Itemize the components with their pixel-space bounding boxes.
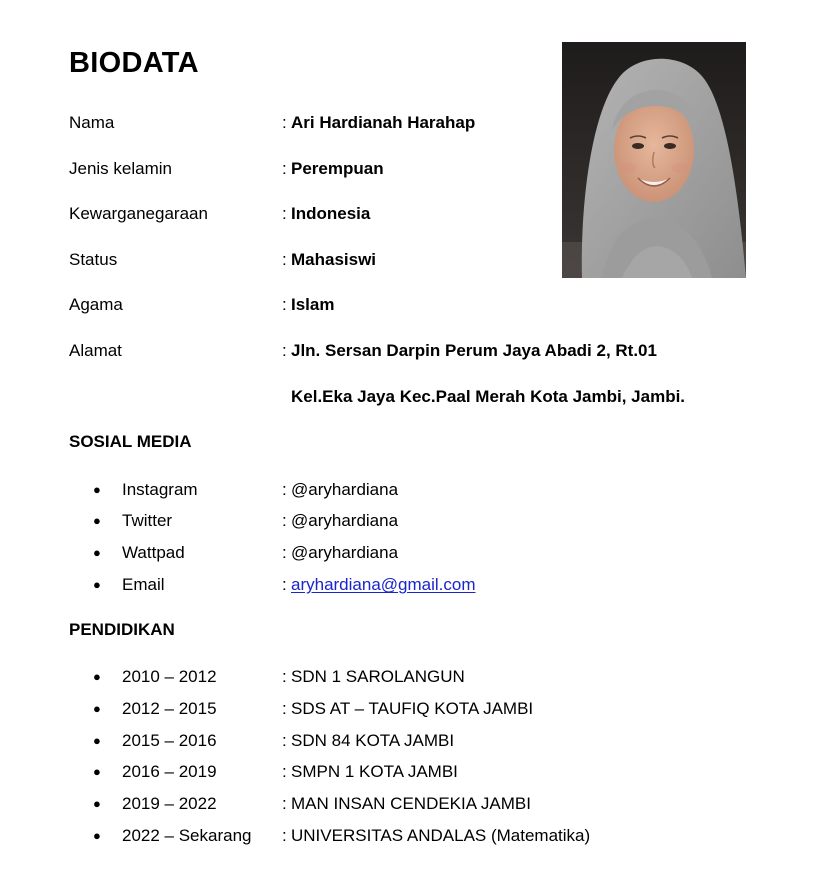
value-alamat-line1: Jln. Sersan Darpin Perum Jaya Abadi 2, Rt.01 — [291, 341, 657, 360]
colon: : — [282, 113, 287, 132]
social-label: Wattpad — [122, 543, 185, 562]
education-period: 2010 – 2012 — [122, 667, 217, 686]
profile-photo-woman-grey-hijab — [562, 42, 746, 278]
education-period: 2016 – 2019 — [122, 762, 217, 781]
education-period: 2019 – 2022 — [122, 794, 217, 813]
label-agama: Agama — [69, 295, 123, 314]
colon: : — [282, 543, 287, 562]
colon: : — [282, 699, 287, 718]
education-period: 2022 – Sekarang — [122, 826, 252, 845]
colon: : — [282, 826, 287, 845]
bullet-icon: ● — [93, 669, 101, 684]
bullet-icon: ● — [93, 545, 101, 560]
label-alamat: Alamat — [69, 341, 122, 360]
colon: : — [282, 575, 287, 594]
education-school: MAN INSAN CENDEKIA JAMBI — [291, 794, 531, 813]
document-title: BIODATA — [69, 47, 199, 79]
bullet-icon: ● — [93, 482, 101, 497]
colon: : — [282, 762, 287, 781]
value-nama: Ari Hardianah Harahap — [291, 113, 476, 132]
value-agama: Islam — [291, 295, 335, 314]
label-nama: Nama — [69, 113, 115, 132]
bullet-icon: ● — [93, 733, 101, 748]
social-value: @aryhardiana — [291, 511, 399, 530]
email-link[interactable]: aryhardiana@gmail.com — [291, 575, 476, 594]
education-school: SMPN 1 KOTA JAMBI — [291, 762, 458, 781]
education-school: SDS AT – TAUFIQ KOTA JAMBI — [291, 699, 534, 718]
value-kewarganegaraan: Indonesia — [291, 204, 371, 223]
bullet-icon: ● — [93, 796, 101, 811]
label-jenis-kelamin: Jenis kelamin — [69, 159, 172, 178]
bullet-icon: ● — [93, 828, 101, 843]
education-school: UNIVERSITAS ANDALAS (Matematika) — [291, 826, 591, 845]
label-kewarganegaraan: Kewarganegaraan — [69, 204, 208, 223]
education-period: 2012 – 2015 — [122, 699, 217, 718]
section-heading-pendidikan: PENDIDIKAN — [69, 620, 175, 639]
education-school: SDN 1 SAROLANGUN — [291, 667, 465, 686]
label-status: Status — [69, 250, 118, 269]
social-label: Email — [122, 575, 165, 594]
bullet-icon: ● — [93, 577, 101, 592]
value-status: Mahasiswi — [291, 250, 377, 269]
social-value: @aryhardiana — [291, 480, 399, 499]
value-alamat-line2: Kel.Eka Jaya Kec.Paal Merah Kota Jambi, Jambi. — [291, 387, 686, 406]
bullet-icon: ● — [93, 701, 101, 716]
colon: : — [282, 341, 287, 360]
colon: : — [282, 480, 287, 499]
social-label: Twitter — [122, 511, 173, 530]
colon: : — [282, 250, 287, 269]
colon: : — [282, 667, 287, 686]
bullet-icon: ● — [93, 764, 101, 779]
colon: : — [282, 794, 287, 813]
education-school: SDN 84 KOTA JAMBI — [291, 731, 455, 750]
section-heading-sosial-media: SOSIAL MEDIA — [69, 432, 192, 451]
colon: : — [282, 204, 287, 223]
profile-photo — [562, 42, 746, 278]
education-period: 2015 – 2016 — [122, 731, 217, 750]
colon: : — [282, 731, 287, 750]
colon: : — [282, 295, 287, 314]
social-label: Instagram — [122, 480, 198, 499]
colon: : — [282, 159, 287, 178]
social-value: @aryhardiana — [291, 543, 399, 562]
value-jenis-kelamin: Perempuan — [291, 159, 384, 178]
colon: : — [282, 511, 287, 530]
bullet-icon: ● — [93, 513, 101, 528]
